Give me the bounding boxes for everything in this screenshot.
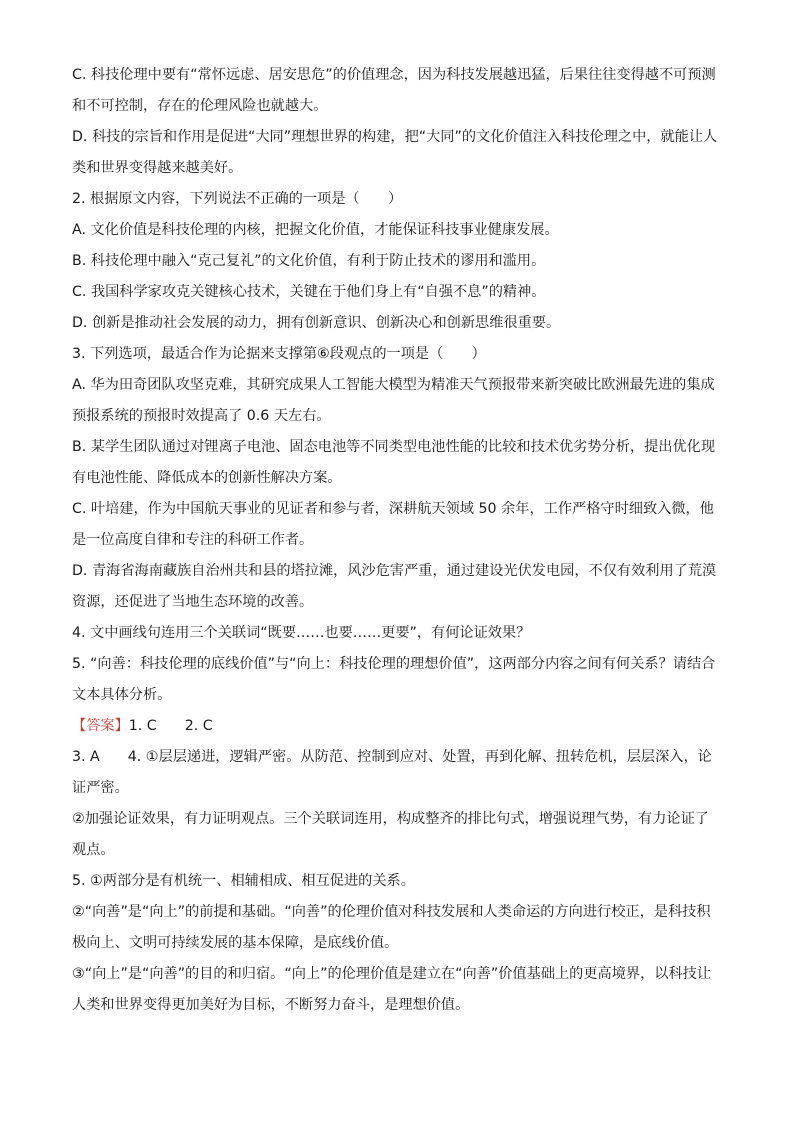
q3-option-a: A. 华为田奇团队攻坚克难，其研究成果人工智能大模型为精准天气预报带来新突破比欧洲最先进的集成预报系统的预报时效提高了 0.6 天左右。: [72, 377, 715, 424]
question-3-stem: 3. 下列选项，最适合作为论据来支撑第⑥段观点的一项是（ ）: [72, 346, 486, 362]
q3-option-b: B. 某学生团队通过对锂离子电池、固态电池等不同类型电池性能的比较和技术优劣势分析，提出优化现有电池性能、降低成本的创新性解决方案。: [72, 439, 716, 486]
answer-5-point-1: 5. ①两部分是有机统一、相辅相成、相互促进的关系。: [72, 873, 415, 889]
question-2-stem: 2. 根据原文内容，下列说法不正确的一项是（ ）: [72, 191, 403, 207]
question-4-stem: 4. 文中画线句连用三个关联词“既要……也要……更要”，有何论证效果？: [72, 625, 531, 641]
question-5-stem: 5. “向善：科技伦理的底线价值”与“向上：科技伦理的理想价值”，这两部分内容之间有何关系？请结合文本具体分析。: [72, 656, 716, 703]
answer-3: 3. A: [72, 749, 100, 765]
answer-5-point-3: ③“向上”是“向善”的目的和归宿。“向上”的伦理价值是建立在“向善”价值基础上的更高境界，以科技让人类和世界变得更加美好为目标，不断努力奋斗，是理想价值。: [72, 966, 712, 1013]
answer-4-point-2: ②加强论证效果，有力证明观点。三个关联词连用，构成整齐的排比句式，增强说理气势，有力论证了观点。: [72, 811, 709, 858]
q2-option-b: B. 科技伦理中融入“克己复礼”的文化价值，有利于防止技术的谬用和滥用。: [72, 253, 546, 269]
answer-2: 2. C: [184, 718, 213, 734]
answer-line-1: [72, 711, 722, 742]
q3-option-c: C. 叶培建，作为中国航天事业的见证者和参与者，深耕航天领域 50 余年，工作严格守时细致入微，他是一位高度自律和专注的科研工作者。: [72, 501, 714, 548]
q2-option-a: A. 文化价值是科技伦理的内核，把握文化价值，才能保证科技事业健康发展。: [72, 222, 559, 238]
answer-1: 1. C: [128, 718, 157, 734]
answer-label: 【答案】: [72, 718, 129, 734]
q3-option-d: D. 青海省海南藏族自治州共和县的塔拉滩，风沙危害严重，通过建设光伏发电园，不仅有效利用了荒漠资源，还促进了当地生态环境的改善。: [72, 563, 717, 610]
document-page: [72, 60, 722, 1021]
answer-line-2: [72, 742, 722, 804]
answer-4-intro: 4. ①层层递进，逻辑严密。从防范、控制到应对、处置，再到化解、扭转危机，层层深入，论证严密。: [72, 749, 712, 796]
q2-option-d: D. 创新是推动社会发展的动力，拥有创新意识、创新决心和创新思维很重要。: [72, 315, 561, 331]
option-d-q1: D. 科技的宗旨和作用是促进“大同”理想世界的构建，把“大同”的文化价值注入科技伦理之中，就能让人类和世界变得越来越美好。: [72, 129, 718, 176]
option-c-q1: C. 科技伦理中要有“常怀远虑、居安思危”的价值理念，因为科技发展越迅猛，后果往往变得越不可预测和不可控制，存在的伦理风险也就越大。: [72, 67, 716, 114]
answer-5-point-2: ②“向善”是“向上”的前提和基础。“向善”的伦理价值对科技发展和人类命运的方向进行校正，是科技积极向上、文明可持续发展的基本保障，是底线价值。: [72, 904, 711, 951]
q2-option-c: C. 我国科学家攻克关键核心技术，关键在于他们身上有“自强不息”的精神。: [72, 284, 546, 300]
